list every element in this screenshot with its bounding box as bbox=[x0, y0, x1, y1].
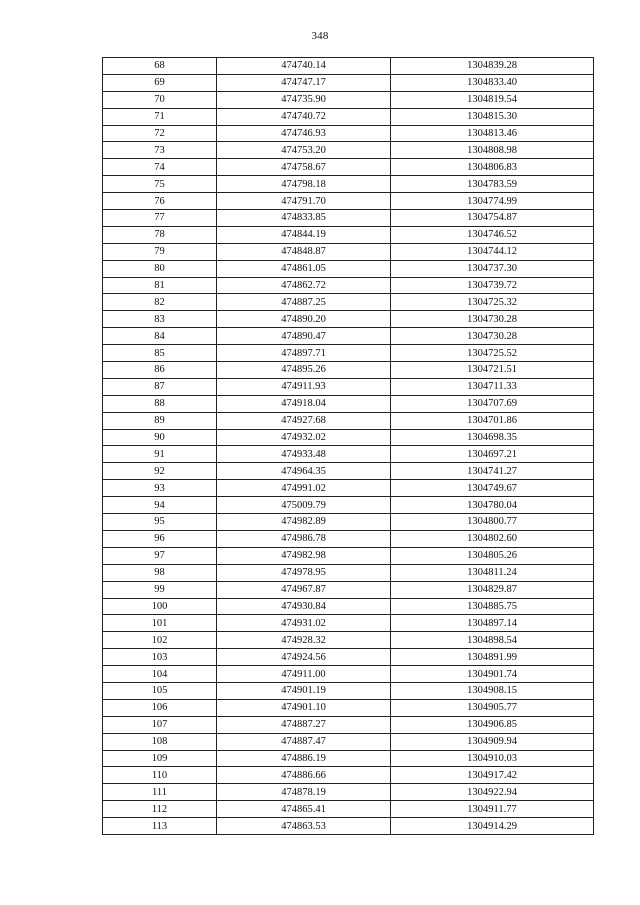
x-coordinate-cell: 474791.70 bbox=[217, 193, 391, 210]
table-row bbox=[103, 125, 594, 142]
table-row bbox=[103, 294, 594, 311]
point-number-cell: 104 bbox=[103, 666, 217, 683]
y-coordinate-cell: 1304741.27 bbox=[391, 463, 594, 480]
y-coordinate-cell: 1304901.74 bbox=[391, 666, 594, 683]
table-row bbox=[103, 91, 594, 108]
x-coordinate-cell: 474928.32 bbox=[217, 632, 391, 649]
x-coordinate-cell: 474833.85 bbox=[217, 210, 391, 227]
x-coordinate-cell: 474753.20 bbox=[217, 142, 391, 159]
y-coordinate-cell: 1304910.03 bbox=[391, 750, 594, 767]
x-coordinate-cell: 474747.17 bbox=[217, 74, 391, 91]
table-row bbox=[103, 362, 594, 379]
x-coordinate-cell: 474740.14 bbox=[217, 58, 391, 75]
y-coordinate-cell: 1304914.29 bbox=[391, 818, 594, 835]
page-number: 348 bbox=[311, 30, 329, 42]
x-coordinate-cell: 474933.48 bbox=[217, 446, 391, 463]
point-number-cell: 92 bbox=[103, 463, 217, 480]
table-row bbox=[103, 243, 594, 260]
table-row bbox=[103, 446, 594, 463]
point-number-cell: 94 bbox=[103, 497, 217, 514]
point-number-cell: 100 bbox=[103, 598, 217, 615]
point-number-cell: 107 bbox=[103, 716, 217, 733]
x-coordinate-cell: 474901.19 bbox=[217, 682, 391, 699]
y-coordinate-cell: 1304815.30 bbox=[391, 108, 594, 125]
point-number-cell: 93 bbox=[103, 480, 217, 497]
x-coordinate-cell: 474890.20 bbox=[217, 311, 391, 328]
x-coordinate-cell: 474735.90 bbox=[217, 91, 391, 108]
table-row bbox=[103, 767, 594, 784]
point-number-cell: 105 bbox=[103, 682, 217, 699]
coordinates-table bbox=[102, 57, 594, 835]
x-coordinate-cell: 474991.02 bbox=[217, 480, 391, 497]
y-coordinate-cell: 1304744.12 bbox=[391, 243, 594, 260]
table-row bbox=[103, 699, 594, 716]
x-coordinate-cell: 474982.98 bbox=[217, 547, 391, 564]
table-row bbox=[103, 395, 594, 412]
point-number-cell: 111 bbox=[103, 784, 217, 801]
y-coordinate-cell: 1304897.14 bbox=[391, 615, 594, 632]
y-coordinate-cell: 1304800.77 bbox=[391, 514, 594, 531]
y-coordinate-cell: 1304917.42 bbox=[391, 767, 594, 784]
point-number-cell: 78 bbox=[103, 226, 217, 243]
table-row bbox=[103, 210, 594, 227]
table-row bbox=[103, 260, 594, 277]
y-coordinate-cell: 1304749.67 bbox=[391, 480, 594, 497]
x-coordinate-cell: 474798.18 bbox=[217, 176, 391, 193]
table-row bbox=[103, 176, 594, 193]
table-row bbox=[103, 58, 594, 75]
point-number-cell: 74 bbox=[103, 159, 217, 176]
point-number-cell: 84 bbox=[103, 328, 217, 345]
x-coordinate-cell: 474886.19 bbox=[217, 750, 391, 767]
table-row bbox=[103, 159, 594, 176]
x-coordinate-cell: 474911.93 bbox=[217, 378, 391, 395]
y-coordinate-cell: 1304711.33 bbox=[391, 378, 594, 395]
point-number-cell: 91 bbox=[103, 446, 217, 463]
y-coordinate-cell: 1304698.35 bbox=[391, 429, 594, 446]
point-number-cell: 73 bbox=[103, 142, 217, 159]
point-number-cell: 113 bbox=[103, 818, 217, 835]
table-row bbox=[103, 226, 594, 243]
x-coordinate-cell: 474878.19 bbox=[217, 784, 391, 801]
table-row bbox=[103, 581, 594, 598]
x-coordinate-cell: 474901.10 bbox=[217, 699, 391, 716]
point-number-cell: 88 bbox=[103, 395, 217, 412]
point-number-cell: 108 bbox=[103, 733, 217, 750]
table-row bbox=[103, 277, 594, 294]
table-row bbox=[103, 142, 594, 159]
y-coordinate-cell: 1304802.60 bbox=[391, 530, 594, 547]
point-number-cell: 102 bbox=[103, 632, 217, 649]
y-coordinate-cell: 1304811.24 bbox=[391, 564, 594, 581]
table-row bbox=[103, 311, 594, 328]
x-coordinate-cell: 474740.72 bbox=[217, 108, 391, 125]
y-coordinate-cell: 1304906.85 bbox=[391, 716, 594, 733]
x-coordinate-cell: 474862.72 bbox=[217, 277, 391, 294]
x-coordinate-cell: 474982.89 bbox=[217, 514, 391, 531]
point-number-cell: 90 bbox=[103, 429, 217, 446]
y-coordinate-cell: 1304806.83 bbox=[391, 159, 594, 176]
x-coordinate-cell: 474887.25 bbox=[217, 294, 391, 311]
table-row bbox=[103, 564, 594, 581]
y-coordinate-cell: 1304707.69 bbox=[391, 395, 594, 412]
x-coordinate-cell: 474848.87 bbox=[217, 243, 391, 260]
y-coordinate-cell: 1304891.99 bbox=[391, 649, 594, 666]
x-coordinate-cell: 475009.79 bbox=[217, 497, 391, 514]
y-coordinate-cell: 1304701.86 bbox=[391, 412, 594, 429]
table-row bbox=[103, 497, 594, 514]
point-number-cell: 110 bbox=[103, 767, 217, 784]
y-coordinate-cell: 1304725.32 bbox=[391, 294, 594, 311]
table-row bbox=[103, 463, 594, 480]
x-coordinate-cell: 474865.41 bbox=[217, 801, 391, 818]
table-row bbox=[103, 328, 594, 345]
table-row bbox=[103, 547, 594, 564]
y-coordinate-cell: 1304746.52 bbox=[391, 226, 594, 243]
point-number-cell: 77 bbox=[103, 210, 217, 227]
table-row bbox=[103, 108, 594, 125]
table-row bbox=[103, 598, 594, 615]
y-coordinate-cell: 1304908.15 bbox=[391, 682, 594, 699]
y-coordinate-cell: 1304805.26 bbox=[391, 547, 594, 564]
table-row bbox=[103, 530, 594, 547]
table-row bbox=[103, 649, 594, 666]
point-number-cell: 96 bbox=[103, 530, 217, 547]
y-coordinate-cell: 1304911.77 bbox=[391, 801, 594, 818]
x-coordinate-cell: 474746.93 bbox=[217, 125, 391, 142]
point-number-cell: 80 bbox=[103, 260, 217, 277]
point-number-cell: 71 bbox=[103, 108, 217, 125]
x-coordinate-cell: 474924.56 bbox=[217, 649, 391, 666]
table-row bbox=[103, 378, 594, 395]
y-coordinate-cell: 1304697.21 bbox=[391, 446, 594, 463]
table-row bbox=[103, 716, 594, 733]
y-coordinate-cell: 1304780.04 bbox=[391, 497, 594, 514]
x-coordinate-cell: 474861.05 bbox=[217, 260, 391, 277]
table-row bbox=[103, 615, 594, 632]
table-row bbox=[103, 514, 594, 531]
table-row bbox=[103, 480, 594, 497]
table-row bbox=[103, 193, 594, 210]
y-coordinate-cell: 1304909.94 bbox=[391, 733, 594, 750]
x-coordinate-cell: 474918.04 bbox=[217, 395, 391, 412]
x-coordinate-cell: 474887.47 bbox=[217, 733, 391, 750]
x-coordinate-cell: 474967.87 bbox=[217, 581, 391, 598]
x-coordinate-cell: 474897.71 bbox=[217, 345, 391, 362]
x-coordinate-cell: 474964.35 bbox=[217, 463, 391, 480]
point-number-cell: 98 bbox=[103, 564, 217, 581]
table-row bbox=[103, 818, 594, 835]
table-row bbox=[103, 682, 594, 699]
table-row bbox=[103, 412, 594, 429]
y-coordinate-cell: 1304774.99 bbox=[391, 193, 594, 210]
y-coordinate-cell: 1304730.28 bbox=[391, 328, 594, 345]
point-number-cell: 106 bbox=[103, 699, 217, 716]
point-number-cell: 103 bbox=[103, 649, 217, 666]
point-number-cell: 76 bbox=[103, 193, 217, 210]
y-coordinate-cell: 1304922.94 bbox=[391, 784, 594, 801]
point-number-cell: 85 bbox=[103, 345, 217, 362]
table-row bbox=[103, 632, 594, 649]
y-coordinate-cell: 1304905.77 bbox=[391, 699, 594, 716]
x-coordinate-cell: 474911.00 bbox=[217, 666, 391, 683]
table-row bbox=[103, 733, 594, 750]
point-number-cell: 86 bbox=[103, 362, 217, 379]
x-coordinate-cell: 474758.67 bbox=[217, 159, 391, 176]
x-coordinate-cell: 474863.53 bbox=[217, 818, 391, 835]
y-coordinate-cell: 1304730.28 bbox=[391, 311, 594, 328]
point-number-cell: 99 bbox=[103, 581, 217, 598]
y-coordinate-cell: 1304739.72 bbox=[391, 277, 594, 294]
x-coordinate-cell: 474895.26 bbox=[217, 362, 391, 379]
y-coordinate-cell: 1304783.59 bbox=[391, 176, 594, 193]
x-coordinate-cell: 474931.02 bbox=[217, 615, 391, 632]
y-coordinate-cell: 1304725.52 bbox=[391, 345, 594, 362]
point-number-cell: 87 bbox=[103, 378, 217, 395]
y-coordinate-cell: 1304737.30 bbox=[391, 260, 594, 277]
y-coordinate-cell: 1304898.54 bbox=[391, 632, 594, 649]
point-number-cell: 69 bbox=[103, 74, 217, 91]
table-row bbox=[103, 345, 594, 362]
point-number-cell: 112 bbox=[103, 801, 217, 818]
table-row bbox=[103, 750, 594, 767]
y-coordinate-cell: 1304721.51 bbox=[391, 362, 594, 379]
x-coordinate-cell: 474927.68 bbox=[217, 412, 391, 429]
x-coordinate-cell: 474844.19 bbox=[217, 226, 391, 243]
point-number-cell: 70 bbox=[103, 91, 217, 108]
coordinates-table-body bbox=[103, 58, 594, 835]
x-coordinate-cell: 474932.02 bbox=[217, 429, 391, 446]
point-number-cell: 89 bbox=[103, 412, 217, 429]
table-row bbox=[103, 429, 594, 446]
point-number-cell: 83 bbox=[103, 311, 217, 328]
x-coordinate-cell: 474887.27 bbox=[217, 716, 391, 733]
point-number-cell: 72 bbox=[103, 125, 217, 142]
point-number-cell: 81 bbox=[103, 277, 217, 294]
y-coordinate-cell: 1304754.87 bbox=[391, 210, 594, 227]
point-number-cell: 82 bbox=[103, 294, 217, 311]
table-row bbox=[103, 801, 594, 818]
table-row bbox=[103, 784, 594, 801]
point-number-cell: 68 bbox=[103, 58, 217, 75]
x-coordinate-cell: 474890.47 bbox=[217, 328, 391, 345]
point-number-cell: 79 bbox=[103, 243, 217, 260]
y-coordinate-cell: 1304819.54 bbox=[391, 91, 594, 108]
table-row bbox=[103, 74, 594, 91]
y-coordinate-cell: 1304829.87 bbox=[391, 581, 594, 598]
point-number-cell: 95 bbox=[103, 514, 217, 531]
table-row bbox=[103, 666, 594, 683]
x-coordinate-cell: 474886.66 bbox=[217, 767, 391, 784]
y-coordinate-cell: 1304808.98 bbox=[391, 142, 594, 159]
point-number-cell: 97 bbox=[103, 547, 217, 564]
x-coordinate-cell: 474986.78 bbox=[217, 530, 391, 547]
y-coordinate-cell: 1304813.46 bbox=[391, 125, 594, 142]
y-coordinate-cell: 1304833.40 bbox=[391, 74, 594, 91]
point-number-cell: 109 bbox=[103, 750, 217, 767]
point-number-cell: 75 bbox=[103, 176, 217, 193]
x-coordinate-cell: 474978.95 bbox=[217, 564, 391, 581]
y-coordinate-cell: 1304885.75 bbox=[391, 598, 594, 615]
point-number-cell: 101 bbox=[103, 615, 217, 632]
x-coordinate-cell: 474930.84 bbox=[217, 598, 391, 615]
y-coordinate-cell: 1304839.28 bbox=[391, 58, 594, 75]
